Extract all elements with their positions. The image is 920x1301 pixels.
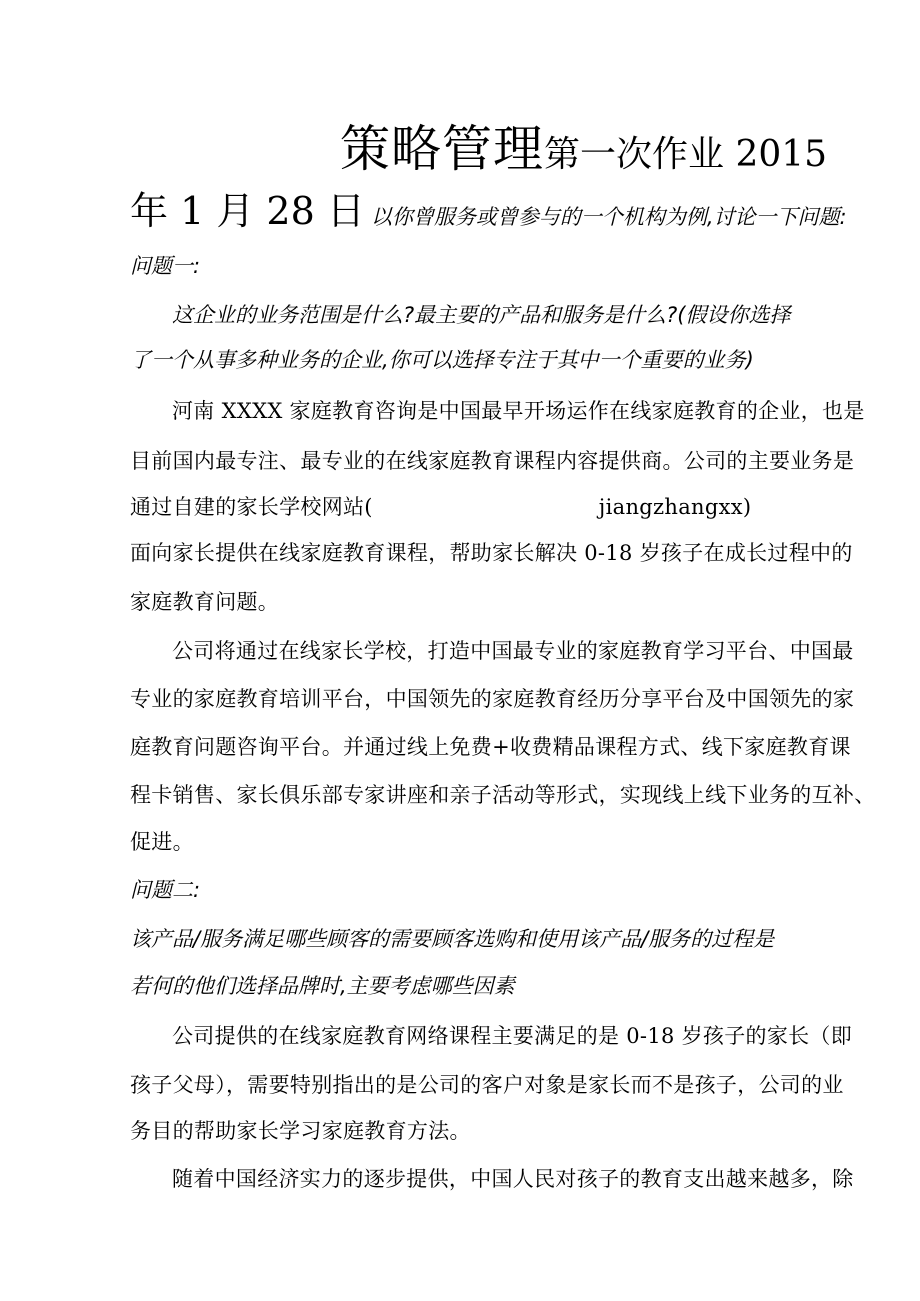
answer-1-paragraph-line: 专业的家庭教育培训平台，中国领先的家庭教育经历分享平台及中国领先的家 [130, 687, 855, 711]
answer-1-paragraph-line: 庭教育问题咨询平台。并通过线上免费+收费精品课程方式、线下家庭教育课 [130, 735, 851, 759]
assignment-intro: 以你曾服务或曾参与的一个机构为例,讨论一下问题: [370, 205, 847, 229]
answer-1-paragraph-line: 公司将通过在线家长学校，打造中国最专业的家庭教育学习平台、中国最 [172, 639, 854, 663]
answer-2-paragraph-line: 公司提供的在线家庭教育网络课程主要满足的是 0-18 岁孩子的家长（即 [172, 1024, 853, 1048]
answer-1-paragraph-line: 家庭教育问题。 [130, 590, 280, 614]
answer-2-paragraph-line: 孩子父母），需要特别指出的是公司的客户对象是家长而不是孩子，公司的业 [130, 1073, 844, 1097]
answer-1-paragraph-line: 目前国内最专注、最专业的在线家庭教育课程内容提供商。公司的主要业务是 [130, 449, 855, 473]
title-date: 年 1 月 28 日 [130, 189, 365, 233]
website-url-text: jiangzhangxx) [598, 495, 752, 519]
document-title [340, 120, 828, 178]
answer-2-paragraph-line: 务目的帮助家长学习家庭教育方法。 [130, 1119, 471, 1143]
question-1-heading: 问题一: [130, 254, 201, 278]
answer-1-paragraph-line: 促进。 [130, 830, 194, 854]
question-2-prompt-line: 若何的他们选择品牌时,主要考虑哪些因素 [130, 974, 515, 998]
question-1-prompt-line: 这企业的业务范围是什么?最主要的产品和服务是什么?(假设你选择 [172, 303, 791, 327]
question-2-prompt-line: 该产品/服务满足哪些顾客的需要顾客选购和使用该产品/服务的过程是 [130, 927, 775, 951]
website-intro-text: 通过自建的家长学校网站( [130, 495, 373, 519]
answer-2-paragraph-line: 随着中国经济实力的逐步提供，中国人民对孩子的教育支出越来越多，除 [172, 1167, 854, 1191]
question-2-heading: 问题二: [130, 878, 201, 902]
answer-1-paragraph-line [130, 497, 751, 518]
answer-1-paragraph-line: 程卡销售、家长俱乐部专家讲座和亲子活动等形式，实现线上线下业务的互补、 [130, 783, 876, 807]
title-part-strategy: 策略管理 [340, 120, 544, 178]
question-1-prompt-line: 了一个从事多种业务的企业,你可以选择专注于其中一个重要的业务) [130, 348, 754, 372]
title-date-line [130, 189, 847, 233]
title-part-assignment: 第一次作业 2015 [544, 134, 828, 175]
answer-1-paragraph-line: 河南 XXXX 家庭教育咨询是中国最早开场运作在线家庭教育的企业，也是 [172, 399, 865, 423]
answer-1-paragraph-line: 面向家长提供在线家庭教育课程，帮助家长解决 0-18 岁孩子在成长过程中的 [130, 541, 853, 565]
